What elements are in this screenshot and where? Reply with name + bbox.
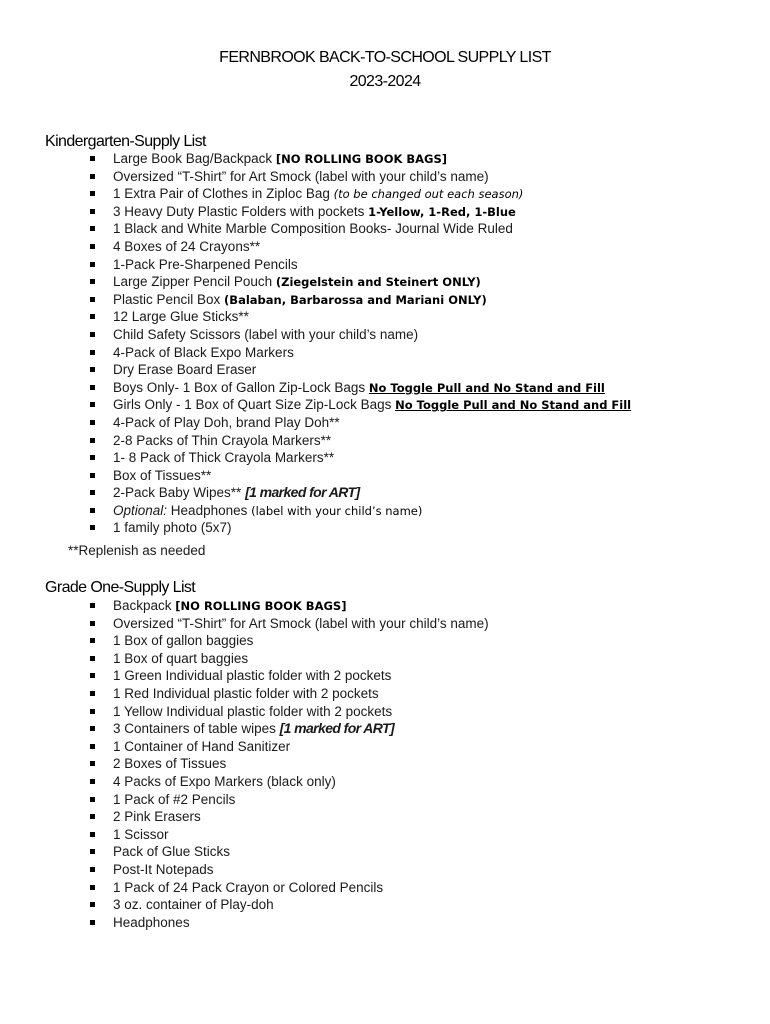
item-text: 1 family photo (5x7) [113, 520, 232, 536]
square-bullet-icon [90, 490, 95, 495]
list-item [88, 896, 489, 914]
list-item [88, 615, 489, 633]
item-text: 12 Large Glue Sticks** [113, 309, 249, 325]
item-text: 4-Pack of Black Expo Markers [113, 344, 294, 360]
list-item [88, 326, 631, 344]
item-text: 1 Pack of #2 Pencils [113, 791, 236, 807]
list-item [88, 344, 631, 362]
list-item [88, 484, 631, 502]
list-item [88, 273, 631, 291]
item-text: 4-Pack of Play Doh, brand Play Doh** [113, 414, 340, 430]
square-bullet-icon [90, 902, 95, 907]
item-prefix: Optional: [113, 502, 168, 518]
square-bullet-icon [90, 797, 95, 802]
square-bullet-icon [90, 832, 95, 837]
kindergarten-heading: Kindergarten-Supply List [45, 133, 206, 150]
square-bullet-icon [90, 885, 95, 890]
list-item [88, 519, 631, 537]
list-item [88, 361, 631, 379]
square-bullet-icon [90, 726, 95, 731]
item-text: 1 Box of quart baggies [113, 650, 249, 666]
list-item [88, 291, 631, 309]
square-bullet-icon [90, 455, 95, 460]
list-item [88, 861, 489, 879]
square-bullet-icon [90, 621, 95, 626]
kindergarten-supply-list [88, 150, 631, 537]
list-item [88, 432, 631, 450]
square-bullet-icon [90, 262, 95, 267]
list-item [88, 808, 489, 826]
item-text: 1 Extra Pair of Clothes in Ziploc Bag [113, 186, 334, 202]
list-item [88, 632, 489, 650]
item-text: Box of Tissues** [113, 467, 212, 483]
school-year: 2023-2024 [349, 73, 421, 90]
list-item [88, 379, 631, 397]
item-text: 2-Pack Baby Wipes** [113, 485, 246, 501]
list-item [88, 914, 489, 932]
item-text: Large Zipper Pencil Pouch [113, 274, 276, 290]
list-item [88, 414, 631, 432]
square-bullet-icon [90, 314, 95, 319]
item-note: [1 marked for ART] [279, 720, 395, 737]
square-bullet-icon [90, 761, 95, 766]
grade-one-supply-list [88, 597, 489, 931]
square-bullet-icon [90, 473, 95, 478]
list-item [88, 150, 631, 168]
square-bullet-icon [90, 420, 95, 425]
item-text: Headphones [167, 502, 252, 518]
document-title: FERNBROOK BACK-TO-SCHOOL SUPPLY LIST [219, 49, 551, 66]
item-text: 1 Green Individual plastic folder with 2 pockets [113, 668, 392, 684]
item-text: Large Book Bag/Backpack [113, 151, 276, 166]
list-item [88, 755, 489, 773]
list-item [88, 220, 631, 238]
square-bullet-icon [90, 814, 95, 819]
item-text: 1- 8 Pack of Thick Crayola Markers** [113, 450, 335, 466]
item-text: Post-It Notepads [113, 861, 214, 877]
item-text: Child Safety Scissors (label with your child’s name) [113, 326, 419, 342]
item-note: 1-Yellow, 1-Red, 1-Blue [368, 204, 516, 219]
item-text: 3 Containers of table wipes [113, 721, 280, 737]
list-item [88, 203, 631, 221]
square-bullet-icon [90, 603, 95, 608]
list-item [88, 502, 631, 520]
square-bullet-icon [90, 867, 95, 872]
item-note: [NO ROLLING BOOK BAGS] [175, 599, 347, 613]
list-item [88, 685, 489, 703]
item-text: 2 Boxes of Tissues [113, 756, 227, 772]
list-item [88, 843, 489, 861]
square-bullet-icon [90, 297, 95, 302]
item-text: 4 Packs of Expo Markers (black only) [113, 773, 336, 789]
square-bullet-icon [90, 656, 95, 661]
item-text: Pack of Glue Sticks [113, 844, 231, 860]
square-bullet-icon [90, 709, 95, 714]
list-item [88, 396, 631, 414]
square-bullet-icon [90, 367, 95, 372]
list-item [88, 449, 631, 467]
item-text: Backpack [113, 598, 176, 613]
square-bullet-icon [90, 191, 95, 196]
list-item [88, 667, 489, 685]
list-item [88, 308, 631, 326]
item-note: (to be changed out each season) [333, 187, 524, 202]
square-bullet-icon [90, 156, 95, 161]
item-note: (Balaban, Barbarossa and Mariani ONLY) [224, 292, 487, 307]
square-bullet-icon [90, 226, 95, 231]
list-item [88, 703, 489, 721]
item-note: No Toggle Pull and No Stand and Fill [368, 380, 605, 395]
item-note: [NO ROLLING BOOK BAGS] [275, 152, 448, 166]
square-bullet-icon [90, 438, 95, 443]
item-text: Oversized “T-Shirt” for Art Smock (label with your child’s name) [113, 615, 489, 631]
square-bullet-icon [90, 920, 95, 925]
square-bullet-icon [90, 279, 95, 284]
item-note: (Ziegelstein and Steinert ONLY) [275, 275, 481, 290]
square-bullet-icon [90, 385, 95, 390]
item-text: 3 Heavy Duty Plastic Folders with pockets [113, 203, 369, 219]
item-text: Plastic Pencil Box [113, 291, 225, 307]
square-bullet-icon [90, 244, 95, 249]
replenish-footnote: **Replenish as needed [68, 543, 206, 558]
square-bullet-icon [90, 691, 95, 696]
list-item [88, 738, 489, 756]
list-item [88, 168, 631, 186]
item-text: 1 Black and White Marble Composition Books- Journal Wide Ruled [113, 221, 513, 237]
list-item [88, 773, 489, 791]
item-text: 4 Boxes of 24 Crayons** [113, 238, 261, 254]
item-text: 1 Yellow Individual plastic folder with 2 pockets [113, 703, 393, 719]
square-bullet-icon [90, 744, 95, 749]
square-bullet-icon [90, 209, 95, 214]
square-bullet-icon [90, 638, 95, 643]
item-text: Dry Erase Board Eraser [113, 362, 257, 378]
item-text: Headphones [113, 914, 190, 930]
list-item [88, 238, 631, 256]
item-note: No Toggle Pull and No Stand and Fill [395, 398, 632, 413]
square-bullet-icon [90, 673, 95, 678]
item-text: 1 Container of Hand Sanitizer [113, 738, 291, 754]
square-bullet-icon [90, 174, 95, 179]
list-item [88, 467, 631, 485]
item-text: 1 Scissor [113, 826, 169, 842]
list-item [88, 720, 489, 738]
item-text: 2-8 Packs of Thin Crayola Markers** [113, 432, 332, 448]
item-text: 1-Pack Pre-Sharpened Pencils [113, 256, 298, 272]
list-item [88, 826, 489, 844]
item-note: [1 marked for ART] [245, 484, 360, 501]
item-text: 1 Box of gallon baggies [113, 633, 254, 649]
square-bullet-icon [90, 332, 95, 337]
list-item [88, 597, 489, 615]
list-item [88, 879, 489, 897]
item-text: 2 Pink Erasers [113, 809, 201, 825]
list-item [88, 791, 489, 809]
item-text: Girls Only - 1 Box of Quart Size Zip-Lock Bags [113, 397, 396, 413]
square-bullet-icon [90, 350, 95, 355]
list-item [88, 256, 631, 274]
square-bullet-icon [90, 402, 95, 407]
square-bullet-icon [90, 849, 95, 854]
item-text: Oversized “T-Shirt” for Art Smock (label with your child’s name) [113, 168, 489, 184]
square-bullet-icon [90, 779, 95, 784]
square-bullet-icon [90, 508, 95, 513]
square-bullet-icon [90, 525, 95, 530]
grade-one-heading: Grade One-Supply List [45, 579, 196, 596]
item-text: 1 Pack of 24 Pack Crayon or Colored Pencils [113, 879, 384, 895]
item-text: 3 oz. container of Play-doh [113, 897, 274, 913]
list-item [88, 185, 631, 203]
item-text: Boys Only- 1 Box of Gallon Zip-Lock Bags [113, 379, 369, 395]
list-item [88, 650, 489, 668]
item-note: (label with your child’s name) [251, 503, 423, 518]
item-text: 1 Red Individual plastic folder with 2 pockets [113, 685, 379, 701]
